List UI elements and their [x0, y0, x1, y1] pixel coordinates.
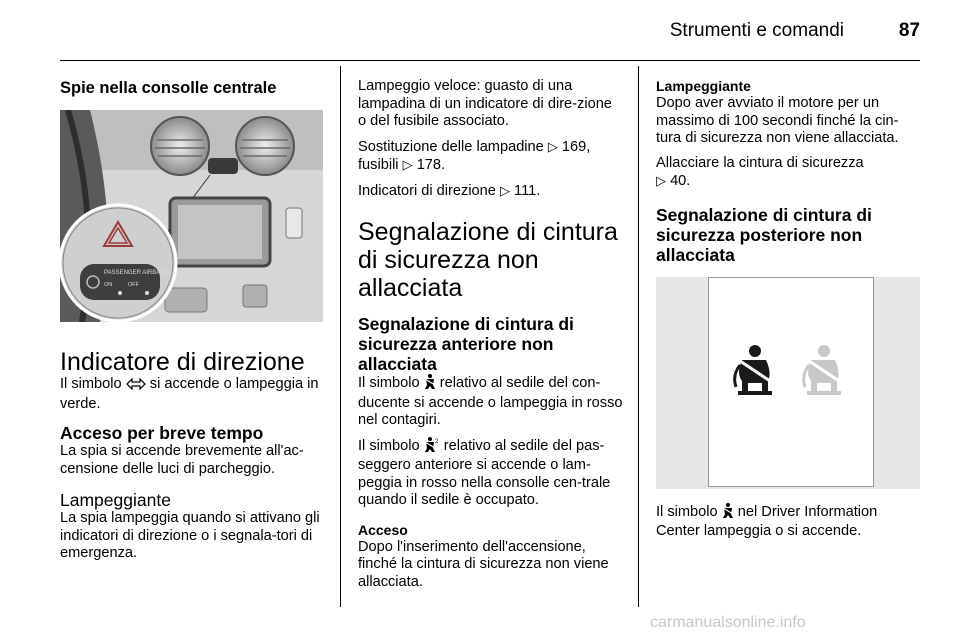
- photo-label-passenger-airbag: PASSENGER AIRBAG: [104, 270, 165, 276]
- seatbelt-icon: [424, 374, 436, 395]
- paragraph-driver-information-center: Il simbolo nel Driver Information Center lampeggia o si accende.: [656, 503, 878, 539]
- heading-acceso: Acceso: [358, 521, 408, 538]
- indicatore-text: Il simbolo si accende o lampeggia in verde.: [60, 376, 319, 412]
- page-number: 87: [898, 20, 920, 41]
- page-reference-icon: ▷: [656, 173, 666, 188]
- heading-lampeggiante-2: Lampeggiante: [656, 78, 751, 94]
- page-reference-icon: ▷: [499, 182, 510, 198]
- paragraph-acceso: Dopo l'inserimento dell'accensione, finché la cintura di sicurezza non viene allacciata.: [358, 538, 609, 590]
- seatbelt-warning-passenger-icon: [801, 343, 845, 399]
- column-3: [656, 78, 922, 548]
- paragraph-lampeggiante-2: Dopo aver avviato il motore per un massimo di 100 secondi finché la cin-tura di sicurezza non viene allacciata.: [656, 95, 899, 146]
- heading-lampeggiante-1: Lampeggiante: [60, 490, 171, 510]
- turn-signal-icon: [126, 378, 146, 396]
- paragraph-lampeggio-veloce: Lampeggio veloce: guasto di una lampadina di un indicatore di dire-zione o del fusibile associato.: [358, 78, 612, 129]
- column-1: [60, 78, 325, 570]
- paragraph-simbolo-conducente: Il simbolo relativo al sedile del con-ducente si accende o lampeggia in rosso nel contagiri.: [358, 375, 623, 428]
- header-rule: [60, 60, 920, 61]
- section-heading-central-console: Spie nella consolle centrale: [60, 79, 277, 97]
- photo-label-off: OFF: [128, 282, 139, 288]
- heading-cintura-posteriore: Segnalazione di cintura di sicurezza posteriore non allacciata: [656, 204, 872, 265]
- paragraph-indicatori: Indicatori di direzione ▷ 111.: [358, 182, 541, 199]
- heading-segnalazione-cintura: Segnalazione di cintura di sicurezza non allacciata: [358, 218, 618, 302]
- acceso-breve-text: La spia si accende brevemente all'ac-censione delle luci di parcheggio.: [60, 443, 304, 477]
- running-header-title: Strumenti e comandi: [669, 20, 844, 41]
- lampeggiante-text-1: La spia lampeggia quando si attivano gli indicatori di direzione o i segnala-tori di emergenza.: [60, 510, 320, 561]
- page-reference-icon: ▷: [402, 157, 413, 172]
- heading-acceso-breve: Acceso per breve tempo: [60, 423, 264, 443]
- rear-seatbelt-figure: [656, 277, 920, 489]
- page-reference-icon: ▷: [547, 138, 558, 154]
- heading-cintura-anteriore: Segnalazione di cintura di sicurezza anteriore non allacciata: [358, 314, 574, 374]
- column-divider-1: [340, 66, 341, 607]
- center-console-photo: [60, 110, 323, 322]
- heading-indicatore-direzione: Indicatore di direzione: [60, 348, 305, 376]
- column-2: [358, 78, 624, 598]
- paragraph-allacciare: Allacciare la cintura di sicurezza ▷ 40.: [656, 154, 864, 189]
- photo-label-on: ON: [104, 282, 113, 288]
- watermark: carmanualsonline.info: [650, 614, 806, 631]
- svg-text:2: 2: [434, 438, 439, 445]
- column-divider-2: [638, 66, 639, 607]
- seatbelt-warning-driver-icon: [732, 343, 776, 399]
- seatbelt-passenger-icon: [424, 437, 440, 458]
- paragraph-sostituzione: Sostituzione delle lampadine ▷ 169, fusibili ▷ 178.: [358, 138, 591, 173]
- seatbelt-icon: [722, 503, 734, 524]
- paragraph-simbolo-passeggero: Il simbolo 2 relativo al sedile del pas-seggero anteriore si accende o lam-peggia in rosso nella consolle cen-trale quando il sedile è occupato.: [358, 437, 611, 508]
